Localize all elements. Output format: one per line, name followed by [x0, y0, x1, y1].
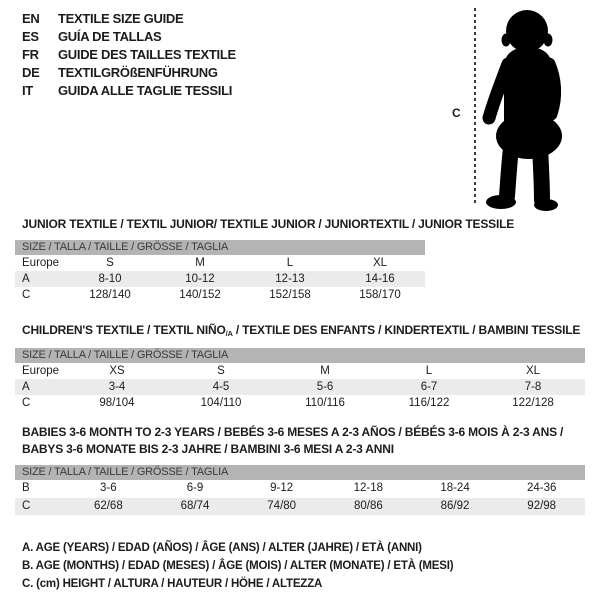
size-cell: 14-16 — [365, 273, 395, 285]
row-label: C — [22, 499, 31, 512]
size-cell: 7-8 — [524, 381, 542, 393]
size-cell: 4-5 — [212, 381, 230, 393]
size-cell: 158/170 — [359, 289, 401, 301]
row-label: A — [22, 273, 30, 285]
size-cell: 10-12 — [185, 273, 215, 285]
size-cell: 24-36 — [526, 482, 557, 494]
title-text: CHILDREN'S TEXTILE / TEXTIL NIÑO — [22, 323, 226, 337]
row-label: C — [22, 289, 31, 301]
toddler-silhouette-icon — [480, 8, 578, 212]
table-row — [15, 480, 585, 498]
size-cell: M — [195, 257, 205, 269]
size-cell: 62/68 — [93, 499, 123, 512]
size-header-bar: SIZE / TALLA / TAILLE / GRÖSSE / TAGLIA — [15, 348, 585, 363]
height-measure-label: C — [452, 106, 461, 120]
language-row — [22, 46, 236, 64]
size-cell: 5-6 — [316, 381, 334, 393]
size-cell: 86/92 — [440, 499, 470, 512]
footnotes — [22, 539, 453, 593]
language-row — [22, 82, 236, 100]
table-row — [15, 498, 585, 516]
row-label: B — [22, 482, 30, 494]
children-size-table — [15, 348, 585, 411]
language-code: ES — [22, 29, 39, 44]
language-code: IT — [22, 83, 33, 98]
size-cell: 128/140 — [89, 289, 131, 301]
title-text: / TEXTILE DES ENFANTS / KINDERTEXTIL / BAMBINI TESSILE — [232, 323, 581, 337]
size-cell: 98/104 — [99, 397, 135, 409]
row-label: Europe — [22, 365, 60, 377]
row-label: C — [22, 397, 31, 409]
babies-size-table — [15, 465, 585, 515]
size-cell: XL — [525, 365, 541, 377]
size-cell: 3-4 — [108, 381, 126, 393]
size-cell: 74/80 — [267, 499, 297, 512]
size-header-bar: SIZE / TALLA / TAILLE / GRÖSSE / TAGLIA — [15, 465, 585, 480]
guide-title: GUÍA DE TALLAS — [58, 29, 162, 44]
table-row — [15, 287, 425, 303]
size-cell: 8-10 — [98, 273, 122, 285]
size-cell: M — [320, 365, 330, 377]
size-cell: 9-12 — [270, 482, 294, 494]
table-row — [15, 255, 425, 271]
height-measure-line — [474, 8, 476, 206]
size-cell: 104/110 — [200, 397, 242, 409]
size-cell: XS — [109, 365, 125, 377]
junior-table-title: JUNIOR TEXTILE / TEXTIL JUNIOR/ TEXTILE JUNIOR / JUNIORTEXTIL / JUNIOR TESSILE — [22, 217, 515, 231]
size-cell: 122/128 — [512, 397, 554, 409]
size-cell: S — [106, 257, 114, 269]
table-row — [15, 363, 585, 379]
footnote-c: C. (cm) HEIGHT / ALTURA / HAUTEUR / HÖHE / ALTEZZA — [22, 578, 323, 590]
language-row — [22, 10, 236, 28]
size-cell: 152/158 — [269, 289, 311, 301]
junior-size-table — [15, 240, 425, 303]
babies-table-title — [22, 424, 563, 458]
size-cell: L — [425, 365, 433, 377]
size-cell: 12-18 — [353, 482, 384, 494]
language-header — [22, 10, 236, 100]
children-table-title — [22, 322, 580, 340]
footnote-b: B. AGE (MONTHS) / EDAD (MESES) / ÂGE (MOIS) / ALTER (MONATE) / ETÀ (MESI) — [22, 560, 454, 572]
size-cell: XL — [372, 257, 388, 269]
footnote-a: A. AGE (YEARS) / EDAD (AÑOS) / ÂGE (ANS) / ALTER (JAHRE) / ETÀ (ANNI) — [22, 542, 422, 554]
size-cell: 6-7 — [420, 381, 438, 393]
title-subscript: /A — [225, 329, 233, 338]
size-cell: 140/152 — [179, 289, 221, 301]
language-row — [22, 64, 236, 82]
language-code: EN — [22, 11, 40, 26]
babies-title-line2: BABYS 3-6 MONATE BIS 2-3 JAHRE / BAMBINI 3-6 MESI A 2-3 ANNI — [22, 442, 394, 456]
row-label: A — [22, 381, 30, 393]
size-header-bar: SIZE / TALLA / TAILLE / GRÖSSE / TAGLIA — [15, 240, 425, 255]
size-cell: 18-24 — [440, 482, 470, 494]
babies-title-line1: BABIES 3-6 MONTH TO 2-3 YEARS / BEBÉS 3-6 MESES A 2-3 AÑOS / BÉBÉS 3-6 MOIS À 2-3 ANS / — [22, 425, 564, 439]
size-cell: L — [286, 257, 294, 269]
size-cell: 3-6 — [100, 482, 117, 494]
size-cell: 68/74 — [180, 499, 210, 512]
table-row — [15, 271, 425, 287]
language-code: DE — [22, 65, 40, 80]
language-row — [22, 28, 236, 46]
guide-title: GUIDE DES TAILLES TEXTILE — [58, 47, 236, 62]
guide-title: TEXTILE SIZE GUIDE — [58, 11, 184, 26]
size-cell: 6-9 — [186, 482, 204, 494]
row-label: Europe — [22, 257, 60, 269]
size-cell: S — [217, 365, 225, 377]
size-cell: 12-13 — [275, 273, 305, 285]
language-code: FR — [22, 47, 39, 62]
guide-title: TEXTILGRÖßENFÜHRUNG — [58, 65, 218, 80]
size-cell: 92/98 — [527, 499, 557, 512]
guide-title: GUIDA ALLE TAGLIE TESSILI — [58, 83, 233, 98]
size-cell: 110/116 — [305, 397, 345, 409]
size-cell: 116/122 — [408, 397, 450, 409]
size-cell: 80/86 — [353, 499, 383, 512]
table-row — [15, 379, 585, 395]
table-row — [15, 395, 585, 411]
